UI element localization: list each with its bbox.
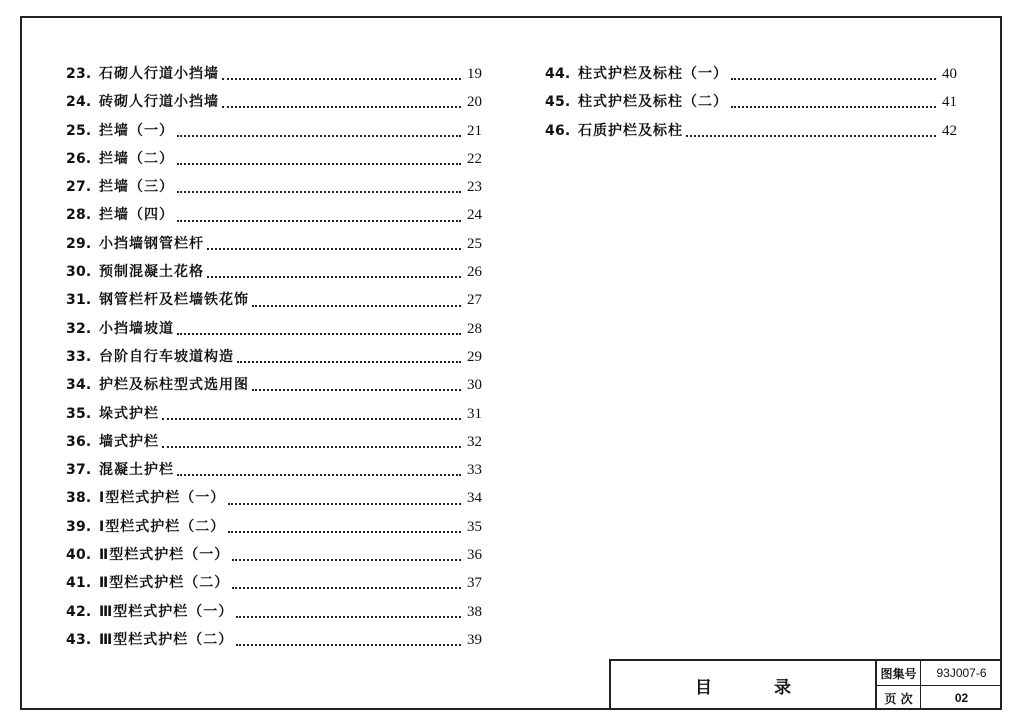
toc-entry [66, 601, 482, 629]
toc-entry-number: 38. [66, 490, 92, 507]
toc-entry-title: 垛式护栏 [99, 405, 159, 422]
toc-entry-title: 柱式护栏及标柱（二） [578, 94, 728, 111]
toc-entry-title: 拦墙（二） [99, 150, 174, 167]
toc-entry-title: Ⅲ型栏式护栏（二） [99, 631, 234, 648]
toc-leader-dots [177, 135, 461, 137]
toc-entry-page: 19 [467, 66, 482, 82]
toc-entry-page: 23 [467, 179, 482, 196]
toc-entry-title: 预制混凝土花格 [99, 264, 204, 281]
toc-leader-dots [237, 361, 461, 363]
toc-right-column [545, 63, 957, 148]
toc-entry [66, 374, 482, 402]
toc-entry-number: 30. [66, 264, 92, 281]
toc-entry [66, 63, 482, 91]
toc-entry [545, 120, 957, 148]
toc-entry-title: Ⅱ型栏式护栏（一） [99, 547, 230, 564]
toc-entry-page: 40 [942, 66, 957, 82]
toc-leader-dots [177, 333, 461, 335]
toc-leader-dots [222, 78, 461, 80]
toc-entry-page: 34 [467, 490, 482, 507]
toc-entry-title: 小挡墙坡道 [99, 320, 174, 337]
toc-leader-dots [207, 248, 461, 250]
toc-entry [66, 516, 482, 544]
toc-entry-title: 小挡墙钢管栏杆 [99, 235, 204, 252]
toc-leader-dots [232, 559, 461, 561]
toc-entry-number: 40. [66, 547, 92, 564]
title-block-grid [875, 661, 1002, 710]
toc-entry-page: 39 [467, 631, 482, 648]
toc-entry-page: 42 [942, 122, 957, 139]
toc-left-column [66, 63, 482, 657]
toc-entry-number: 32. [66, 320, 92, 337]
toc-entry-title: 拦墙（三） [99, 179, 174, 196]
toc-entry-number: 46. [545, 122, 571, 139]
toc-entry-number: 41. [66, 575, 92, 592]
toc-leader-dots [207, 276, 461, 278]
toc-entry-page: 37 [467, 575, 482, 592]
toc-leader-dots [177, 191, 461, 193]
toc-entry-title: 砖砌人行道小挡墙 [99, 94, 219, 111]
toc-entry-number: 29. [66, 235, 92, 252]
toc-entry-title: Ⅲ型栏式护栏（一） [99, 603, 234, 620]
page-row [877, 686, 1002, 710]
toc-entry-number: 31. [66, 292, 92, 309]
toc-leader-dots [162, 418, 461, 420]
toc-entry [66, 91, 482, 119]
toc-entry-page: 32 [467, 433, 482, 450]
toc-entry [66, 261, 482, 289]
page-value: 02 [954, 691, 969, 705]
title-block-heading: 目录 [695, 678, 853, 698]
toc-entry-page: 29 [467, 348, 482, 365]
toc-entry-title: Ⅰ型栏式护栏（二） [99, 518, 226, 535]
toc-entry-number: 45. [545, 94, 571, 111]
toc-entry [66, 148, 482, 176]
toc-entry-number: 24. [66, 94, 92, 111]
toc-entry-number: 42. [66, 603, 92, 620]
toc-entry-number: 37. [66, 462, 92, 479]
toc-entry [66, 629, 482, 657]
toc-entry-number: 25. [66, 122, 92, 139]
toc-entry [66, 204, 482, 232]
toc-entry-page: 36 [467, 547, 482, 564]
toc-entry-page: 20 [467, 94, 482, 111]
toc-leader-dots [222, 106, 461, 108]
toc-entry [66, 233, 482, 261]
toc-entry [66, 289, 482, 317]
toc-leader-dots [232, 587, 461, 589]
toc-leader-dots [252, 389, 461, 391]
toc-entry-page: 38 [467, 603, 482, 620]
toc-entry-title: 拦墙（四） [99, 207, 174, 224]
toc-entry-title: 拦墙（一） [99, 122, 174, 139]
toc-entry-title: Ⅱ型栏式护栏（二） [99, 575, 230, 592]
toc-entry-page: 24 [467, 207, 482, 224]
toc-entry-title: 护栏及标柱型式选用图 [99, 377, 249, 394]
toc-entry-page: 21 [467, 122, 482, 139]
toc-entry [545, 91, 957, 119]
toc-leader-dots [177, 163, 461, 165]
title-block [609, 659, 1002, 710]
toc-entry-title: 混凝土护栏 [99, 462, 174, 479]
toc-entry-page: 30 [467, 377, 482, 394]
toc-leader-dots [731, 106, 936, 108]
toc-leader-dots [252, 305, 461, 307]
toc-leader-dots [177, 220, 461, 222]
toc-entry-number: 36. [66, 433, 92, 450]
toc-leader-dots [236, 616, 461, 618]
toc-entry [66, 487, 482, 515]
toc-entry-page: 33 [467, 462, 482, 479]
toc-entry [66, 459, 482, 487]
toc-leader-dots [686, 135, 936, 137]
atlas-label: 图集号 [877, 661, 921, 685]
toc-leader-dots [228, 531, 461, 533]
toc-entry [66, 120, 482, 148]
toc-entry [66, 346, 482, 374]
toc-entry-number: 27. [66, 179, 92, 196]
toc-leader-dots [731, 78, 936, 80]
page-label: 页 次 [877, 686, 921, 710]
toc-entry-title: 石砌人行道小挡墙 [99, 66, 219, 82]
toc-entry-number: 35. [66, 405, 92, 422]
toc-entry-title: Ⅰ型栏式护栏（一） [99, 490, 226, 507]
toc-entry [66, 431, 482, 459]
atlas-row [877, 661, 1002, 686]
toc-entry-number: 39. [66, 518, 92, 535]
toc-entry-page: 25 [467, 235, 482, 252]
toc-entry-page: 26 [467, 264, 482, 281]
toc-entry-number: 43. [66, 631, 92, 648]
toc-entry-page: 22 [467, 150, 482, 167]
toc-entry-page: 35 [467, 518, 482, 535]
toc-entry-number: 26. [66, 150, 92, 167]
toc-leader-dots [177, 474, 461, 476]
toc-entry [66, 544, 482, 572]
toc-leader-dots [236, 644, 461, 646]
toc-entry-title: 钢管栏杆及栏墙铁花饰 [99, 292, 249, 309]
toc-entry [66, 318, 482, 346]
toc-entry-page: 28 [467, 320, 482, 337]
toc-entry-page: 27 [467, 292, 482, 309]
toc-entry [66, 572, 482, 600]
toc-entry-title: 台阶自行车坡道构造 [99, 348, 234, 365]
toc-entry-number: 44. [545, 66, 571, 82]
toc-entry [545, 63, 957, 91]
toc-entry-number: 33. [66, 348, 92, 365]
toc-leader-dots [162, 446, 461, 448]
toc-entry-page: 31 [467, 405, 482, 422]
toc-entry-title: 墙式护栏 [99, 433, 159, 450]
toc-entry-number: 23. [66, 66, 92, 82]
toc-entry-title: 柱式护栏及标柱（一） [578, 66, 728, 82]
toc-entry [66, 176, 482, 204]
atlas-value: 93J007-6 [936, 666, 987, 680]
toc-entry-page: 41 [942, 94, 957, 111]
toc-entry [66, 403, 482, 431]
toc-entry-number: 34. [66, 377, 92, 394]
toc-entry-title: 石质护栏及标柱 [578, 122, 683, 139]
toc-entry-number: 28. [66, 207, 92, 224]
toc-leader-dots [228, 503, 461, 505]
